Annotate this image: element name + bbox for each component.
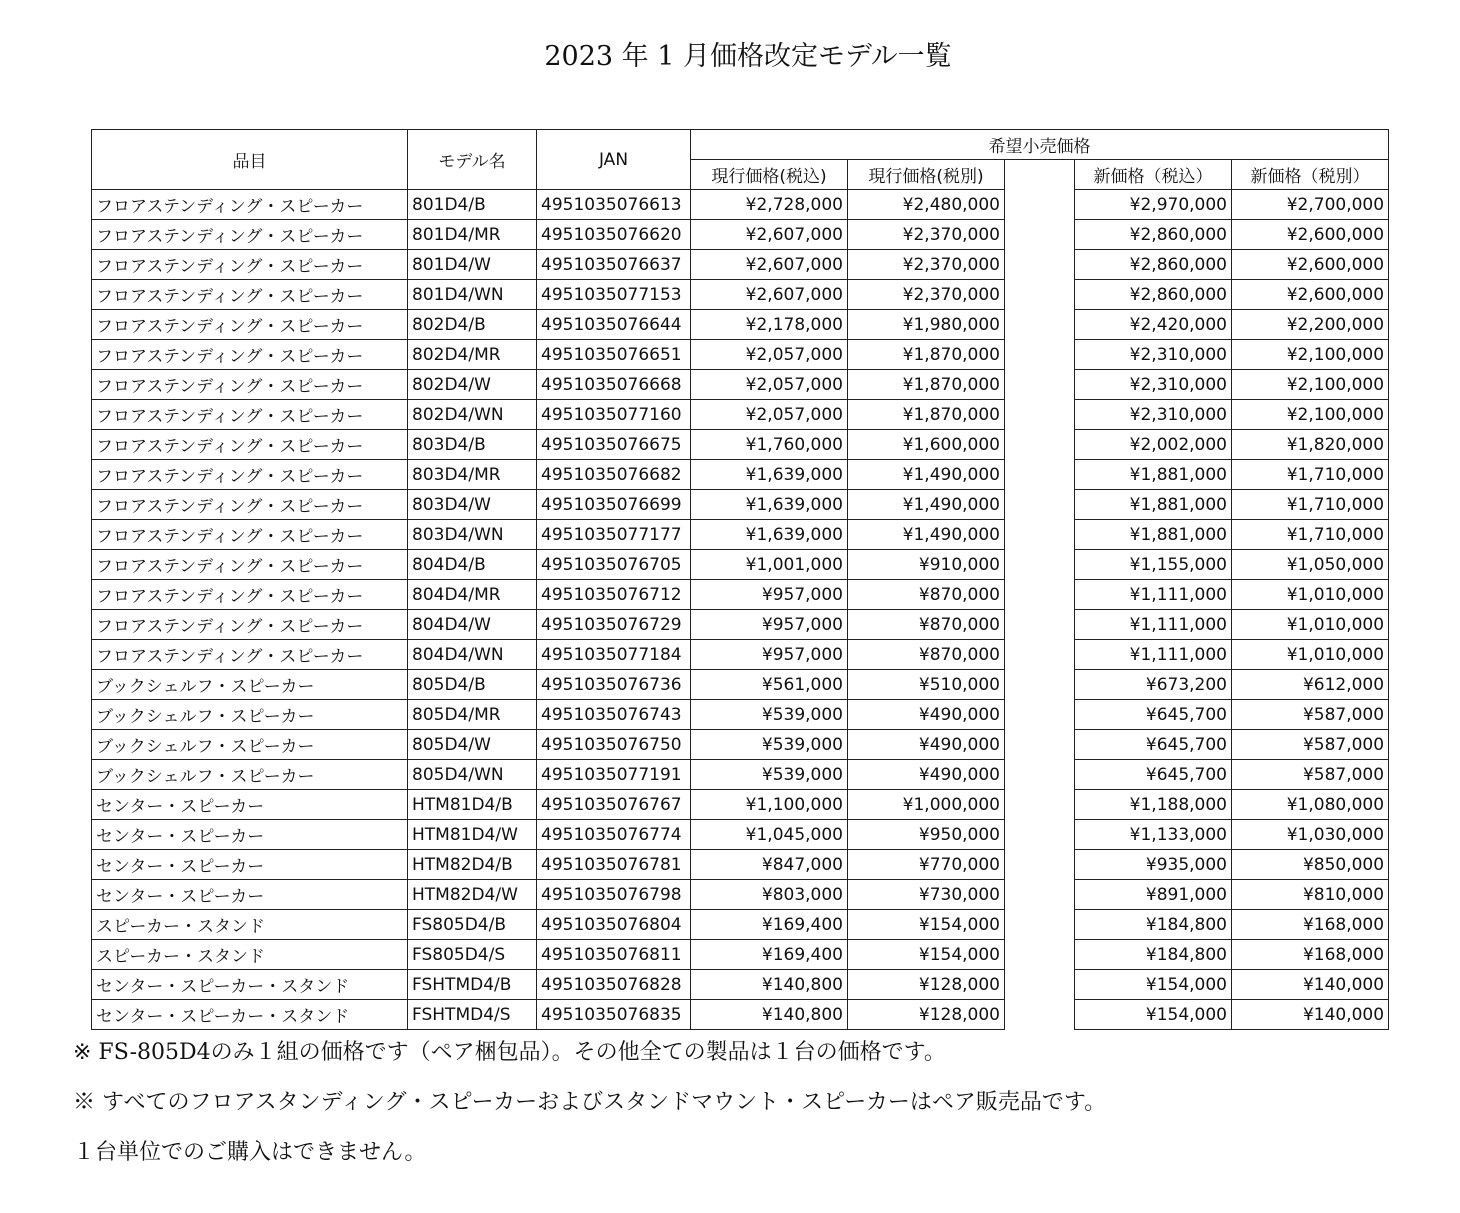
new-incl-cell: ¥2,310,000 [1075,340,1232,370]
current-incl-cell: ¥1,639,000 [691,520,848,550]
jan-cell: 4951035076798 [537,880,691,910]
jan-cell: 4951035076811 [537,940,691,970]
model-cell: 804D4/W [408,610,537,640]
current-incl-cell: ¥1,639,000 [691,460,848,490]
item-cell: フロアステンディング・スピーカー [92,460,408,490]
current-incl-cell: ¥957,000 [691,610,848,640]
note-2: ※ すべてのフロアスタンディング・スピーカーおよびスタンドマウント・スピーカーはペア販売品です。 [73,1090,1107,1115]
current-excl-cell: ¥870,000 [848,610,1005,640]
new-incl-cell: ¥2,860,000 [1075,280,1232,310]
table-row [92,610,1389,640]
spacer-cell [1005,490,1075,520]
spacer-cell [1005,850,1075,880]
table-row [92,550,1389,580]
new-incl-cell: ¥645,700 [1075,700,1232,730]
spacer-cell [1005,520,1075,550]
header-spacer [1005,160,1075,190]
spacer-cell [1005,790,1075,820]
new-excl-cell: ¥140,000 [1232,970,1389,1000]
new-incl-cell: ¥1,133,000 [1075,820,1232,850]
jan-cell: 4951035076712 [537,580,691,610]
current-incl-cell: ¥1,001,000 [691,550,848,580]
spacer-cell [1005,460,1075,490]
spacer-cell [1005,910,1075,940]
model-cell: 801D4/MR [408,220,537,250]
current-incl-cell: ¥169,400 [691,910,848,940]
item-cell: ブックシェルフ・スピーカー [92,700,408,730]
jan-cell: 4951035076644 [537,310,691,340]
item-cell: フロアステンディング・スピーカー [92,190,408,220]
table-row [92,220,1389,250]
current-excl-cell: ¥730,000 [848,880,1005,910]
new-incl-cell: ¥2,420,000 [1075,310,1232,340]
current-excl-cell: ¥1,490,000 [848,490,1005,520]
new-excl-cell: ¥587,000 [1232,760,1389,790]
jan-cell: 4951035077177 [537,520,691,550]
item-cell: ブックシェルフ・スピーカー [92,760,408,790]
new-incl-cell: ¥184,800 [1075,940,1232,970]
current-incl-cell: ¥2,057,000 [691,370,848,400]
new-excl-cell: ¥1,030,000 [1232,820,1389,850]
jan-cell: 4951035076675 [537,430,691,460]
new-excl-cell: ¥168,000 [1232,910,1389,940]
new-incl-cell: ¥2,970,000 [1075,190,1232,220]
item-cell: センター・スピーカー [92,880,408,910]
new-excl-cell: ¥2,600,000 [1232,250,1389,280]
current-excl-cell: ¥770,000 [848,850,1005,880]
current-incl-cell: ¥140,800 [691,970,848,1000]
new-excl-cell: ¥612,000 [1232,670,1389,700]
new-excl-cell: ¥2,600,000 [1232,280,1389,310]
item-cell: スピーカー・スタンド [92,910,408,940]
table-row [92,670,1389,700]
item-cell: フロアステンディング・スピーカー [92,610,408,640]
new-incl-cell: ¥184,800 [1075,910,1232,940]
current-incl-cell: ¥539,000 [691,700,848,730]
note-3: １台単位でのご購入はできません。 [73,1140,427,1165]
new-incl-cell: ¥1,111,000 [1075,640,1232,670]
jan-cell: 4951035076620 [537,220,691,250]
current-excl-cell: ¥1,870,000 [848,370,1005,400]
current-incl-cell: ¥2,607,000 [691,280,848,310]
current-incl-cell: ¥1,639,000 [691,490,848,520]
model-cell: FS805D4/S [408,940,537,970]
new-incl-cell: ¥2,860,000 [1075,250,1232,280]
model-cell: 805D4/W [408,730,537,760]
new-incl-cell: ¥2,310,000 [1075,400,1232,430]
spacer-cell [1005,550,1075,580]
new-excl-cell: ¥140,000 [1232,1000,1389,1030]
model-cell: 802D4/W [408,370,537,400]
model-cell: HTM81D4/B [408,790,537,820]
current-excl-cell: ¥1,490,000 [848,520,1005,550]
table-row [92,370,1389,400]
table-row [92,910,1389,940]
spacer-cell [1005,970,1075,1000]
item-cell: フロアステンディング・スピーカー [92,550,408,580]
new-excl-cell: ¥1,820,000 [1232,430,1389,460]
current-incl-cell: ¥140,800 [691,1000,848,1030]
note-1: ※ FS-805D4のみ１組の価格です（ペア梱包品）。その他全ての製品は１台の価格です。 [73,1040,946,1065]
new-incl-cell: ¥1,881,000 [1075,520,1232,550]
jan-cell: 4951035077160 [537,400,691,430]
jan-cell: 4951035076682 [537,460,691,490]
spacer-cell [1005,280,1075,310]
new-incl-cell: ¥2,002,000 [1075,430,1232,460]
table-row [92,190,1389,220]
new-incl-cell: ¥1,881,000 [1075,460,1232,490]
jan-cell: 4951035077191 [537,760,691,790]
jan-cell: 4951035076699 [537,490,691,520]
spacer-cell [1005,820,1075,850]
item-cell: ブックシェルフ・スピーカー [92,670,408,700]
new-incl-cell: ¥1,188,000 [1075,790,1232,820]
model-cell: HTM82D4/W [408,880,537,910]
item-cell: フロアステンディング・スピーカー [92,520,408,550]
new-incl-cell: ¥154,000 [1075,1000,1232,1030]
jan-cell: 4951035076668 [537,370,691,400]
new-incl-cell: ¥891,000 [1075,880,1232,910]
new-excl-cell: ¥2,200,000 [1232,310,1389,340]
current-excl-cell: ¥128,000 [848,970,1005,1000]
table-row [92,490,1389,520]
new-incl-cell: ¥673,200 [1075,670,1232,700]
model-cell: 803D4/MR [408,460,537,490]
item-cell: フロアステンディング・スピーカー [92,430,408,460]
current-incl-cell: ¥2,057,000 [691,400,848,430]
model-cell: 802D4/B [408,310,537,340]
item-cell: フロアステンディング・スピーカー [92,400,408,430]
new-excl-cell: ¥1,710,000 [1232,460,1389,490]
current-excl-cell: ¥870,000 [848,580,1005,610]
spacer-cell [1005,580,1075,610]
current-excl-cell: ¥128,000 [848,1000,1005,1030]
current-excl-cell: ¥1,600,000 [848,430,1005,460]
spacer-cell [1005,730,1075,760]
jan-cell: 4951035076705 [537,550,691,580]
model-cell: HTM82D4/B [408,850,537,880]
current-incl-cell: ¥1,045,000 [691,820,848,850]
current-incl-cell: ¥539,000 [691,760,848,790]
jan-cell: 4951035076729 [537,610,691,640]
current-incl-cell: ¥957,000 [691,580,848,610]
table-row [92,340,1389,370]
spacer-cell [1005,880,1075,910]
price-table [91,129,1389,1030]
current-incl-cell: ¥2,607,000 [691,220,848,250]
header-new-excl: 新価格（税別） [1232,160,1389,190]
new-incl-cell: ¥935,000 [1075,850,1232,880]
current-excl-cell: ¥1,980,000 [848,310,1005,340]
current-excl-cell: ¥950,000 [848,820,1005,850]
item-cell: スピーカー・スタンド [92,940,408,970]
jan-cell: 4951035076781 [537,850,691,880]
jan-cell: 4951035076637 [537,250,691,280]
new-excl-cell: ¥810,000 [1232,880,1389,910]
new-excl-cell: ¥1,710,000 [1232,520,1389,550]
jan-cell: 4951035076613 [537,190,691,220]
jan-cell: 4951035076835 [537,1000,691,1030]
new-incl-cell: ¥2,860,000 [1075,220,1232,250]
current-incl-cell: ¥2,728,000 [691,190,848,220]
table-row [92,1000,1389,1030]
header-current-excl: 現行価格(税別) [848,160,1005,190]
current-excl-cell: ¥910,000 [848,550,1005,580]
current-excl-cell: ¥154,000 [848,940,1005,970]
model-cell: 805D4/MR [408,700,537,730]
current-excl-cell: ¥490,000 [848,700,1005,730]
item-cell: フロアステンディング・スピーカー [92,220,408,250]
current-excl-cell: ¥490,000 [848,730,1005,760]
table-row [92,790,1389,820]
current-incl-cell: ¥2,607,000 [691,250,848,280]
table-row [92,580,1389,610]
current-excl-cell: ¥510,000 [848,670,1005,700]
jan-cell: 4951035076651 [537,340,691,370]
model-cell: 803D4/W [408,490,537,520]
spacer-cell [1005,190,1075,220]
spacer-cell [1005,940,1075,970]
table-row [92,970,1389,1000]
model-cell: 801D4/WN [408,280,537,310]
page-title: 2023 年 1 月価格改定モデル一覧 [544,41,952,72]
model-cell: HTM81D4/W [408,820,537,850]
current-excl-cell: ¥2,480,000 [848,190,1005,220]
item-cell: フロアステンディング・スピーカー [92,580,408,610]
jan-cell: 4951035076767 [537,790,691,820]
current-incl-cell: ¥2,057,000 [691,340,848,370]
new-excl-cell: ¥2,100,000 [1232,340,1389,370]
current-incl-cell: ¥803,000 [691,880,848,910]
current-excl-cell: ¥1,870,000 [848,400,1005,430]
new-excl-cell: ¥1,710,000 [1232,490,1389,520]
new-excl-cell: ¥1,010,000 [1232,610,1389,640]
header-item: 品目 [92,130,408,190]
model-cell: 805D4/B [408,670,537,700]
item-cell: フロアステンディング・スピーカー [92,340,408,370]
current-excl-cell: ¥2,370,000 [848,220,1005,250]
new-incl-cell: ¥1,155,000 [1075,550,1232,580]
spacer-cell [1005,700,1075,730]
header-jan: JAN [537,130,691,190]
table-row [92,760,1389,790]
table-row [92,310,1389,340]
spacer-cell [1005,640,1075,670]
spacer-cell [1005,430,1075,460]
item-cell: フロアステンディング・スピーカー [92,370,408,400]
current-incl-cell: ¥847,000 [691,850,848,880]
header-model: モデル名 [408,130,537,190]
model-cell: 804D4/WN [408,640,537,670]
model-cell: FS805D4/B [408,910,537,940]
new-excl-cell: ¥850,000 [1232,850,1389,880]
model-cell: 802D4/WN [408,400,537,430]
spacer-cell [1005,340,1075,370]
new-incl-cell: ¥1,111,000 [1075,580,1232,610]
spacer-cell [1005,220,1075,250]
new-excl-cell: ¥2,100,000 [1232,370,1389,400]
new-incl-cell: ¥154,000 [1075,970,1232,1000]
new-excl-cell: ¥2,600,000 [1232,220,1389,250]
model-cell: 805D4/WN [408,760,537,790]
current-excl-cell: ¥1,870,000 [848,340,1005,370]
spacer-cell [1005,370,1075,400]
table-row [92,820,1389,850]
model-cell: 801D4/W [408,250,537,280]
spacer-cell [1005,310,1075,340]
current-excl-cell: ¥1,000,000 [848,790,1005,820]
new-excl-cell: ¥1,010,000 [1232,640,1389,670]
jan-cell: 4951035076750 [537,730,691,760]
model-cell: 804D4/MR [408,580,537,610]
header-current-incl: 現行価格(税込) [691,160,848,190]
table-row [92,700,1389,730]
item-cell: フロアステンディング・スピーカー [92,490,408,520]
item-cell: センター・スピーカー・スタンド [92,970,408,1000]
new-excl-cell: ¥1,050,000 [1232,550,1389,580]
model-cell: 803D4/B [408,430,537,460]
spacer-cell [1005,610,1075,640]
item-cell: センター・スピーカー・スタンド [92,1000,408,1030]
model-cell: 804D4/B [408,550,537,580]
item-cell: フロアステンディング・スピーカー [92,310,408,340]
table-row [92,430,1389,460]
new-incl-cell: ¥1,111,000 [1075,610,1232,640]
model-cell: FSHTMD4/S [408,1000,537,1030]
new-excl-cell: ¥587,000 [1232,730,1389,760]
jan-cell: 4951035077153 [537,280,691,310]
table-row [92,850,1389,880]
item-cell: ブックシェルフ・スピーカー [92,730,408,760]
new-excl-cell: ¥2,100,000 [1232,400,1389,430]
model-cell: 803D4/WN [408,520,537,550]
current-excl-cell: ¥1,490,000 [848,460,1005,490]
model-cell: FSHTMD4/B [408,970,537,1000]
new-incl-cell: ¥645,700 [1075,760,1232,790]
spacer-cell [1005,760,1075,790]
jan-cell: 4951035076736 [537,670,691,700]
new-incl-cell: ¥2,310,000 [1075,370,1232,400]
model-cell: 802D4/MR [408,340,537,370]
spacer-cell [1005,1000,1075,1030]
jan-cell: 4951035076774 [537,820,691,850]
spacer-cell [1005,400,1075,430]
current-incl-cell: ¥1,760,000 [691,430,848,460]
new-excl-cell: ¥168,000 [1232,940,1389,970]
notes [73,1040,1106,1190]
table-row [92,400,1389,430]
table-row [92,520,1389,550]
item-cell: フロアステンディング・スピーカー [92,280,408,310]
header-new-incl: 新価格（税込） [1075,160,1232,190]
model-cell: 801D4/B [408,190,537,220]
current-incl-cell: ¥561,000 [691,670,848,700]
current-incl-cell: ¥1,100,000 [691,790,848,820]
current-excl-cell: ¥2,370,000 [848,250,1005,280]
jan-cell: 4951035077184 [537,640,691,670]
item-cell: フロアステンディング・スピーカー [92,250,408,280]
table-row [92,460,1389,490]
jan-cell: 4951035076828 [537,970,691,1000]
table-row [92,280,1389,310]
current-incl-cell: ¥2,178,000 [691,310,848,340]
header-retail-price-group: 希望小売価格 [691,130,1389,160]
spacer-cell [1005,670,1075,700]
table-row [92,250,1389,280]
item-cell: センター・スピーカー [92,820,408,850]
current-excl-cell: ¥2,370,000 [848,280,1005,310]
new-incl-cell: ¥645,700 [1075,730,1232,760]
table-row [92,640,1389,670]
new-excl-cell: ¥587,000 [1232,700,1389,730]
current-excl-cell: ¥870,000 [848,640,1005,670]
new-incl-cell: ¥1,881,000 [1075,490,1232,520]
header-row [92,130,1389,160]
item-cell: フロアステンディング・スピーカー [92,640,408,670]
jan-cell: 4951035076743 [537,700,691,730]
new-excl-cell: ¥1,010,000 [1232,580,1389,610]
table-body [92,190,1389,1030]
current-excl-cell: ¥490,000 [848,760,1005,790]
current-incl-cell: ¥539,000 [691,730,848,760]
jan-cell: 4951035076804 [537,910,691,940]
spacer-cell [1005,250,1075,280]
new-excl-cell: ¥1,080,000 [1232,790,1389,820]
current-incl-cell: ¥169,400 [691,940,848,970]
current-incl-cell: ¥957,000 [691,640,848,670]
table-row [92,880,1389,910]
item-cell: センター・スピーカー [92,790,408,820]
table-row [92,940,1389,970]
table-row [92,730,1389,760]
item-cell: センター・スピーカー [92,850,408,880]
new-excl-cell: ¥2,700,000 [1232,190,1389,220]
current-excl-cell: ¥154,000 [848,910,1005,940]
